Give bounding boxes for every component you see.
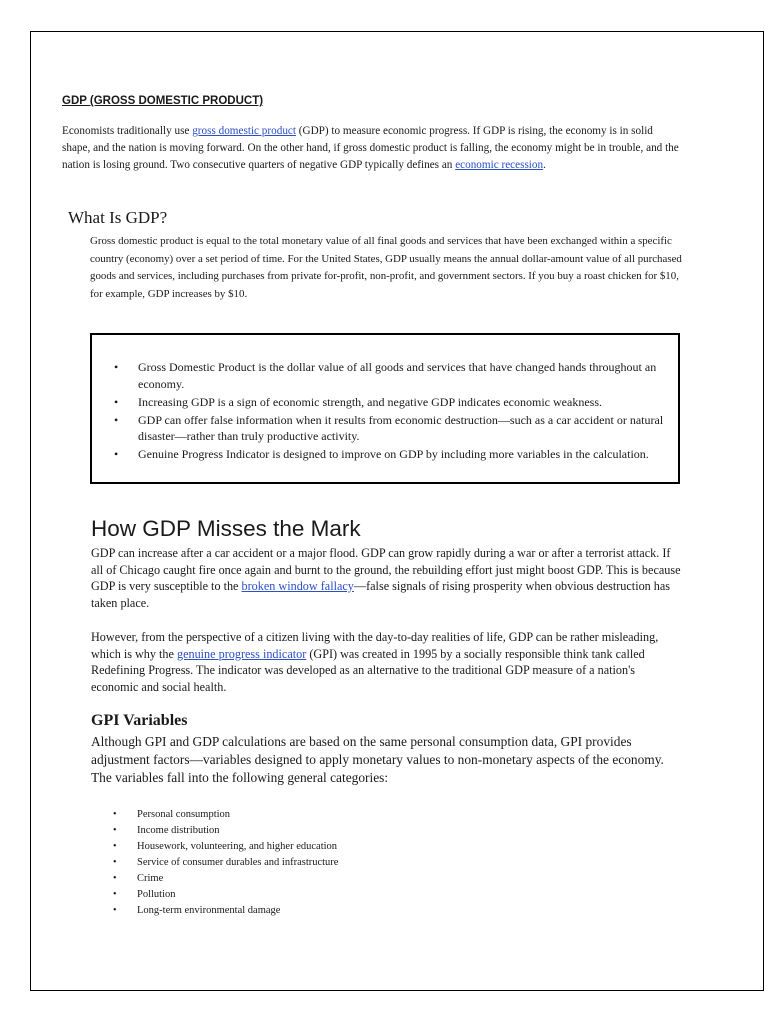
gpi-paragraph: Although GPI and GDP calculations are based on the same personal consumption data, GPI provides adjustment factors—variables designed to apply monetary values to non-monetary aspects of the economy. The variables fall into the following general categories: xyxy=(91,734,664,785)
how-p2-text-2: (GPI) was created in 1995 by a socially responsible think tank called Redefining Progress. The indicator was developed as an alternative to the traditional GDP measure of a nation's economic and social health. xyxy=(91,646,645,694)
economic-recession-link[interactable]: economic recession xyxy=(455,159,544,172)
what-is-gdp-paragraph: Gross domestic product is equal to the total monetary value of all final goods and services that have been exchanged within a specific country (economy) over a set period of time. For the United States, GDP usually means the annual dollar-amount value of all purchased goods and services, including purchases from private for-profit, non-profit, and government sectors. If you buy a roast chicken for $10, for example, GDP increases by $10. xyxy=(90,235,682,300)
takeaway-item: • Gross Domestic Product is the dollar value of all goods and services that have changed hands throughout an economy. xyxy=(114,359,669,392)
what-is-gdp-heading: What Is GDP? xyxy=(68,208,168,227)
how-gdp-misses-heading: How GDP Misses the Mark xyxy=(91,516,361,541)
gpi-category-item: • Crime xyxy=(113,871,513,887)
how-p1-text-1: GDP can increase after a car accident or a major flood. GDP can grow rapidly during a war or after a terrorist attack. If all of Chicago caught fire once again and burnt to the ground, the rebuilding effort just might boost GDP. This is because GDP is very susceptible to the xyxy=(91,546,681,593)
takeaway-item: • Increasing GDP is a sign of economic strength, and negative GDP indicates economic weakness. xyxy=(114,394,669,411)
document-page xyxy=(30,31,764,991)
gross-domestic-product-link[interactable]: gross domestic product xyxy=(192,125,296,137)
takeaways-list xyxy=(114,359,669,464)
gpi-categories-list xyxy=(113,807,513,919)
section-title: GDP (GROSS DOMESTIC PRODUCT) xyxy=(62,95,264,107)
intro-text-3: . xyxy=(543,159,546,172)
genuine-progress-indicator-link[interactable]: genuine progress indicator xyxy=(176,646,307,661)
gpi-category-item: • Service of consumer durables and infrastructure xyxy=(113,855,513,871)
gpi-category-item: • Housework, volunteering, and higher education xyxy=(113,839,513,855)
gpi-category-item: • Long-term environmental damage xyxy=(113,903,513,919)
how-p1-text-2: —false signals of rising prosperity when obvious destruction has taken place. xyxy=(91,579,671,610)
takeaway-item: • GDP can offer false information when it results from economic destruction—such as a car accident or natural disaster—rather than truly productive activity. xyxy=(114,412,669,445)
how-paragraph-2 xyxy=(91,629,683,695)
intro-paragraph xyxy=(62,123,682,175)
how-p2-text-1: However, from the perspective of a citizen living with the day-to-day realities of life, GDP can be rather misleading, which is why the xyxy=(91,630,659,661)
gpi-category-item: • Personal consumption xyxy=(113,807,513,823)
gpi-variables-heading: GPI Variables xyxy=(91,712,188,729)
takeaway-item: • Genuine Progress Indicator is designed to improve on GDP by including more variables in the calculation. xyxy=(114,446,669,463)
key-takeaways-box xyxy=(90,333,680,484)
gpi-category-item: • Income distribution xyxy=(113,823,513,839)
intro-text-1: Economists traditionally use xyxy=(62,125,193,137)
how-paragraph-1 xyxy=(91,545,683,611)
intro-text-2: (GDP) to measure economic progress. If GDP is rising, the economy is in solid shape, and the nation is moving forward. On the other hand, if gross domestic product is falling, the economy might be in trouble, and the nation is losing ground. Two consecutive quarters of negative GDP typically defines an xyxy=(62,125,679,172)
broken-window-fallacy-link[interactable]: broken window fallacy xyxy=(241,579,354,593)
gpi-category-item: • Pollution xyxy=(113,887,513,903)
